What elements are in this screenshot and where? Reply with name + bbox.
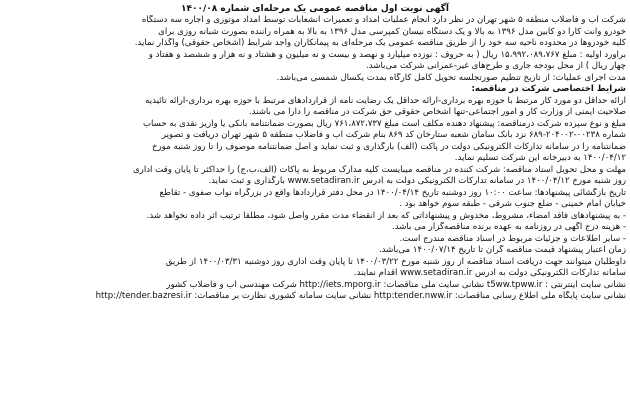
documents-line-2: سامانه تدارکات الکترونیکی دولت به آدرس www.setadiran.ir اقدام نمایند.	[353, 268, 626, 278]
estimate-line-1: برآورد اولیه : مبلغ ۱۵،۹۹۲،۰۸۹،۷۶۷ ریال ( به حروف : نوزده میلیارد و نهصد و بیست و نه میلیون و هشتاد و نه هزار و ششصد و هفتاد و	[148, 49, 626, 60]
deposit-line-3: ضمانتنامه را در سامانه تدارکات الکترونیکی دولت در پاکت (الف) بارگذاری و ثبت نماید و اصل ضمانتنامه موصوف را تا روز شنبه مورخ	[151, 141, 626, 152]
deadline-line-2: روز شنبه مورخ ۱۴۰۰/۰۴/۱۲ در سامانه تدارکات الکترونیکی دولت به آدرس www.setadiran.ir بارگذاری و ثبت نماید.	[208, 176, 626, 186]
note-line-1: - به پیشنهادهای فاقد امضاء، مشروط، مخدوش و پیشنهاداتی که بعد از انقضاء مدت مقرر واصل شود، مطلقاً ترتیب اثر داده نخواهد شد.	[146, 210, 626, 221]
body-line-2: خودرو وانت کارا دو کابین مدل ۱۳۹۶ به بالا و یک دستگاه نیسان کمپرسی مدل ۱۳۹۶ به بالا به همراه راننده بصورت شبانه روزی برای	[158, 26, 626, 37]
conditions-line-1: ارائه حداقل دو مورد کار مرتبط با حوزه بهره برداری-ارائه حداقل یک رضایت نامه از قراردادهای مرتبط با حوزه بهره برداری-ارائه تائیدیه	[145, 95, 626, 106]
duration-line: مدت اجرای عملیات: از تاریخ تنظیم صورتجلسه تحویل کامل کارگاه بمدت یکسال شمسی می‌باشد.	[276, 72, 626, 83]
inspection-url[interactable]: http://tender.bazresi.ir	[95, 291, 192, 301]
company-name: شرکت مهندسی آب و فاضلاب کشور	[166, 279, 297, 290]
note-line-3: - سایر اطلاعات و جزئیات مربوط در اسناد مناقصه مندرج است.	[399, 233, 626, 244]
documents-line-1: داوطلبان میتوانند جهت دریافت اسناد مناقصه از روز شنبه مورخ ۱۴۰۰/۰۳/۲۲ تا پایان وقت اداری روز دوشنبه ۱۴۰۰/۰۳/۳۱ از طریق	[165, 256, 626, 267]
conditions-heading: شرایط اختصاصی شرکت در مناقصه:	[471, 84, 626, 94]
links-row-2	[4, 291, 626, 303]
validity-line: زمان اعتبار پیشنهاد قیمت مناقصه گران تا تاریخ ۱۴۰۰/۰۷/۱۴ می‌باشد.	[378, 245, 626, 255]
notice-title: آگهی نوبت اول مناقصه عمومی یک مرحله‌ای شماره ۱۴۰۰/۰۸	[181, 4, 449, 14]
links-row-1	[4, 280, 626, 292]
conditions-line-2: صلاحیت ایمنی از وزارت کار و امور اجتماعی-تنها اشخاص حقوقی حق شرکت در مناقصه را دارا می باشند.	[248, 107, 626, 117]
opening-line-2: خیابان امام خمینی - ضلع جنوب شرقی - طبقه سوم خواهد بود .	[399, 199, 626, 209]
deadline-line-1: مهلت و محل تحویل اسناد مناقصه: شرکت کننده در مناقصه میبایست کلیه مدارک مربوط به پاکات (الف،ب،ج) را حداکثر تا پایان وقت اداری	[132, 164, 626, 175]
national-tender-url[interactable]: http://iets.mporg.ir	[299, 279, 381, 290]
body-line-3: کلیه خودروها در محدوده ناحیه سه خود را از طریق مناقصه عمومی یک مرحله‌ای به پیمانکاران واجد شرایط (اشخاص حقوقی) واگذار نماید.	[134, 38, 626, 48]
opening-line-1: تاریخ بازگشائی پیشنهادها: ساعت ۱۰:۰۰ روز دوشنبه تاریخ ۱۴۰۰/۰۴/۱۴ در محل دفتر قراردادها واقع در بزرگراه نواب صفوی - تقاطع	[159, 187, 626, 198]
tender-notice	[4, 3, 626, 414]
note-line-2: - هزینه درج آگهی در روزنامه به عهده برنده مناقصه‌گزار می باشد.	[391, 222, 626, 232]
website-label: نشانی سایت اینترنتی :	[545, 279, 626, 290]
deposit-line-4: ۱۴۰۰/۰۴/۱۲ به دبیرخانه این شرکت تسلیم نماید.	[454, 153, 626, 163]
info-portal-label: نشانی سایت پایگاه ملی اطلاع رسانی مناقصات:	[454, 291, 626, 301]
website-url[interactable]: t5ww.tpww.ir	[486, 279, 543, 290]
inspection-label: نشانی سایت سامانه کشوری نظارت بر مناقصات:	[194, 291, 372, 301]
deposit-line-1: مبلغ و نوع سپرده شرکت درمناقصه: پیشنهاد دهنده مکلف است مبلغ ۷۶۱،۸۷۲،۷۳۷ ریال بصورت ضمانتنامه بانکی یا واریز نقدی به حساب	[142, 118, 626, 129]
national-tender-label: نشانی سایت ملی مناقصات:	[383, 279, 485, 290]
body-line-1: شرکت آب و فاضلاب منطقه ۵ شهر تهران در نظر دارد انجام عملیات امداد و تعمیرات انشعابات توسط امداد موتوری و اجاره سه دستگاه	[141, 15, 626, 25]
info-portal-url[interactable]: http:tender.nww.ir	[373, 291, 453, 301]
estimate-line-2: چهار ریال ) از محل بودجه جاری و طرح‌های غیر-عمرانی شرکت می‌باشد.	[366, 61, 626, 71]
deposit-line-2: شماره ۰۰۲۳۸-۲۰۴۰۰۲-۶۸۹ نزد بانک سامان شعبه ستارخان کد ۸۶۹ بنام شرکت آب و فاضلاب منطقه ۵ شهر تهران دریافت و تصویر	[161, 130, 626, 140]
